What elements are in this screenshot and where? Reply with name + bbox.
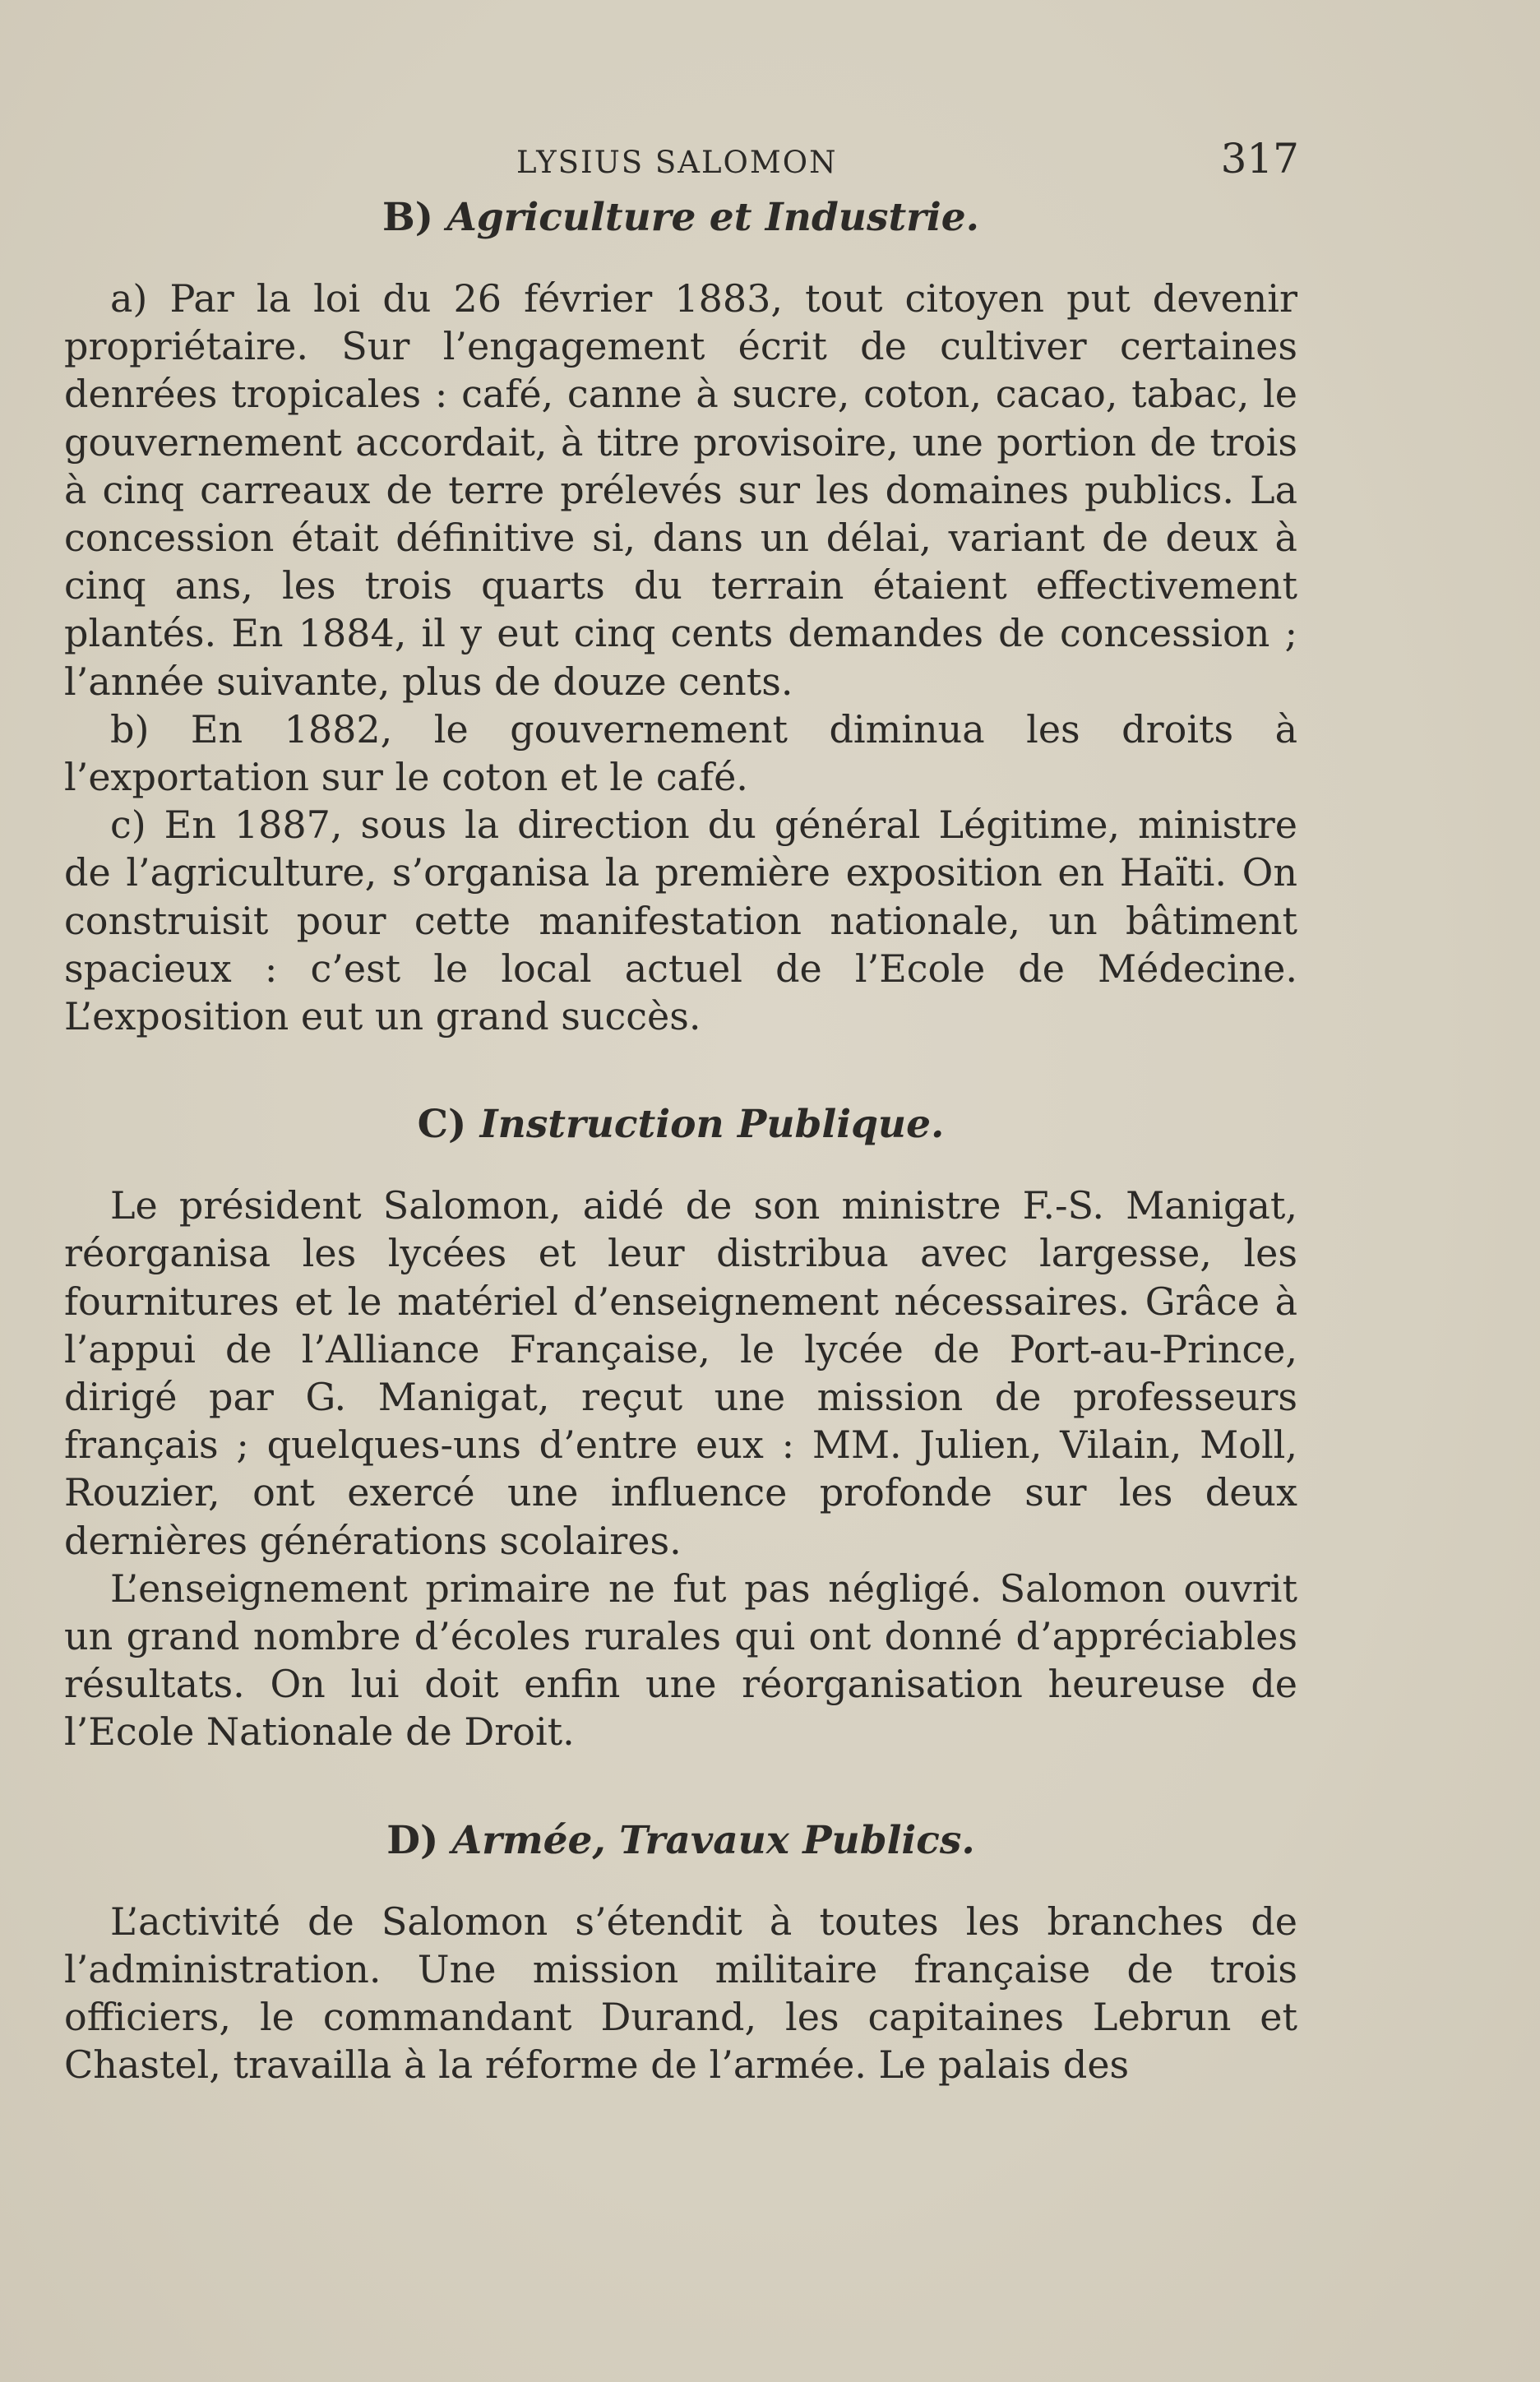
paragraph-d-1: L’activité de Salomon s’étendit à toutes les branches de l’administration. Une mission militaire française de trois officiers, le commandant Durand, les capitaines Lebrun et Chastel, travailla à la réforme de l’armée. Le palais des <box>64 1899 1297 2088</box>
running-head <box>64 132 1297 189</box>
paragraph-c-1: Le président Salomon, aidé de son ministre F.-S. Manigat, réorganisa les lycées et leur distribua avec largesse, les fournitures et le matériel d’enseignement nécessaires. Grâce à l’appui de l’Alliance Française, le lycée de Port-au-Prince, dirigé par G. Manigat, reçut une mission de professeurs français ; quelques-uns d’entre eux : MM. Julien, Vilain, Moll, Rouzier, ont exercé une influence profonde sur les deux dernières générations scolaires. <box>64 1183 1297 1563</box>
section-title: Instruction Publique. <box>479 1102 945 1148</box>
section-heading-c <box>64 1101 1297 1149</box>
section-heading-b <box>64 194 1297 242</box>
paragraph-b-b: b) En 1882, le gouvernement diminua les droits à l’exportation sur le coton et le café. <box>64 706 1297 800</box>
section-marker: D) <box>386 1817 439 1863</box>
paragraph-c-2: L’enseignement primaire ne fut pas négligé. Salomon ouvrit un grand nombre d’écoles rurales qui ont donné d’appréciables résultats. On lui doit enfin une réorganisation heureuse de l’Ecole Nationale de Droit. <box>64 1566 1297 1755</box>
section-title: Agriculture et Industrie. <box>446 195 980 240</box>
section-title: Armée, Travaux Publics. <box>451 1817 975 1863</box>
page-number: 317 <box>1220 135 1299 183</box>
section-marker: B) <box>382 195 433 240</box>
paragraph-b-c: c) En 1887, sous la direction du général Légitime, ministre de l’agriculture, s’organisa la première exposition en Haïti. On construisit pour cette manifestation nationale, un bâtiment spacieux : c’est le local actuel de l’Ecole de Médecine. L’exposition eut un grand succès. <box>64 802 1297 1039</box>
section-marker: C) <box>417 1102 467 1148</box>
book-page <box>64 132 1297 2089</box>
paragraph-b-a: a) Par la loi du 26 février 1883, tout citoyen put devenir propriétaire. Sur l’engagement écrit de cultiver certaines denrées tropicales : café, canne à sucre, coton, cacao, tabac, le gouvernement accordait, à titre provisoire, une portion de trois à cinq carreaux de terre prélevés sur les domaines publics. La concession était définitive si, dans un délai, variant de deux à cinq ans, les trois quarts du terrain étaient effectivement plantés. En 1884, il y eut cinq cents demandes de concession ; l’année suivante, plus de douze cents. <box>64 276 1297 704</box>
section-heading-d <box>64 1817 1297 1865</box>
running-title: LYSIUS SALOMON <box>516 145 838 180</box>
